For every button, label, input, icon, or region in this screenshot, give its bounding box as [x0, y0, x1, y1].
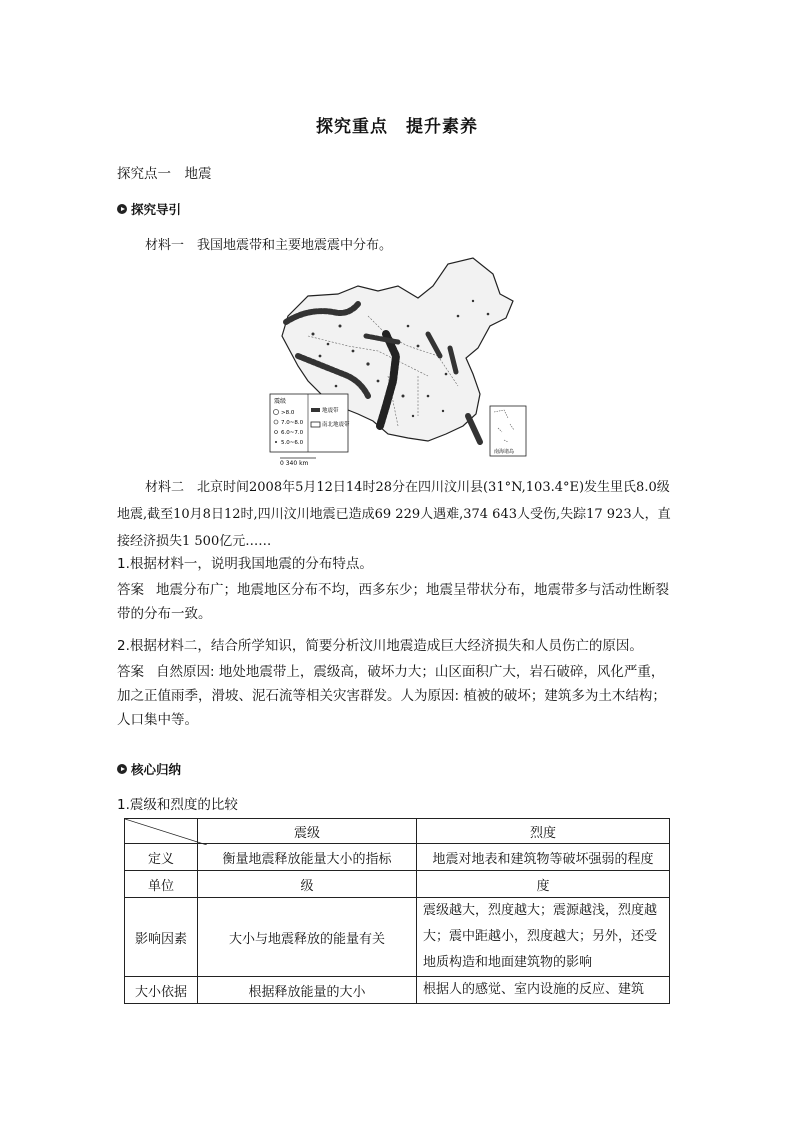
inset-label: 南海诸岛 [494, 449, 515, 455]
row-label: 影响因素 [125, 898, 198, 977]
table-header-row [125, 819, 670, 844]
intensity-cell: 地震对地表和建筑物等破坏强弱的程度 [417, 844, 670, 871]
table-row [125, 844, 670, 871]
table-row [125, 977, 670, 1004]
seismic-zone-taiwan [468, 416, 480, 442]
answer-two [117, 660, 677, 732]
row-label: 单位 [125, 871, 198, 898]
guide-heading [117, 200, 181, 218]
play-bullet-icon [117, 204, 127, 214]
play-bullet-icon [117, 764, 127, 774]
table-row [125, 898, 670, 977]
legend-zone: 地震带 [322, 408, 339, 414]
intensity-cell: 震级越大，烈度越大；震源越浅，烈度越大；震中距越小，烈度越大；另外，还受地质构造和地面建筑物的影响 [417, 898, 670, 977]
answer-label: 答案 [117, 664, 144, 680]
intensity-cell: 根据人的感觉、室内设施的反应、建筑 [417, 977, 670, 1004]
answer-one-text: 地震分布广；地震地区分布不均，西多东少；地震呈带状分布，地震带多与活动性断裂带的分布一致。 [117, 582, 669, 622]
legend-level-1: >8.0 [281, 410, 295, 416]
core-heading-text: 核心归纳 [131, 762, 182, 777]
legend-level-3: 6.0~7.0 [281, 430, 304, 436]
legend-ns-zone: 南北地震带 [322, 422, 350, 428]
legend-level-2: 7.0~8.0 [281, 420, 304, 426]
intensity-cell: 度 [417, 871, 670, 898]
answer-two-text: 自然原因: 地处地震带上，震级高，破坏力大；山区面积广大，岩石破碎，风化严重，加之正值雨季，滑坡、泥石流等相关灾害群发。人为原因: 植被的破坏；建筑多为土木结构；人口集中等。 [117, 664, 666, 728]
magnitude-cell: 衡量地震释放能量大小的指标 [198, 844, 417, 871]
legend-level-4: 5.0~6.0 [281, 440, 304, 446]
magnitude-cell: 根据释放能量的大小 [198, 977, 417, 1004]
map-graphic [268, 256, 528, 468]
magnitude-cell: 级 [198, 871, 417, 898]
header-intensity: 烈度 [417, 819, 670, 844]
answer-label: 答案 [117, 582, 144, 598]
guide-heading-text: 探究导引 [131, 202, 182, 217]
question-one: 1.根据材料一，说明我国地震的分布特点。 [117, 556, 373, 572]
material-one: 材料一 我国地震带和主要地震震中分布。 [145, 238, 393, 253]
china-earthquake-map [268, 256, 528, 468]
comparison-table [124, 818, 670, 1004]
magnitude-cell: 大小与地震释放的能量有关 [198, 898, 417, 977]
table-row [125, 871, 670, 898]
material-two: 材料二 北京时间2008年5月12日14时28分在四川汶川县(31°N,103.4°E)发生里氏8.0级地震,截至10月8日12时,四川汶川地震已造成69 229人遇难,374 643人受伤,失踪17 923人，直接经济损失1 500亿元…… [117, 480, 671, 549]
table-title: 1.震级和烈度的比较 [117, 797, 238, 813]
question-two: 2.根据材料二，结合所学知识，简要分析汶川地震造成巨大经济损失和人员伤亡的原因。 [117, 638, 643, 654]
diagonal-corner-cell [125, 819, 198, 844]
page-title: 探究重点 提升素养 [316, 117, 478, 137]
section-heading: 探究点一 地震 [117, 166, 212, 182]
header-magnitude: 震级 [198, 819, 417, 844]
row-label: 定义 [125, 844, 198, 871]
row-label: 大小依据 [125, 977, 198, 1004]
answer-one [117, 578, 677, 626]
map-scale: 0 340 km [280, 460, 309, 467]
legend-title: 震级 [274, 398, 287, 405]
core-heading [117, 760, 181, 778]
